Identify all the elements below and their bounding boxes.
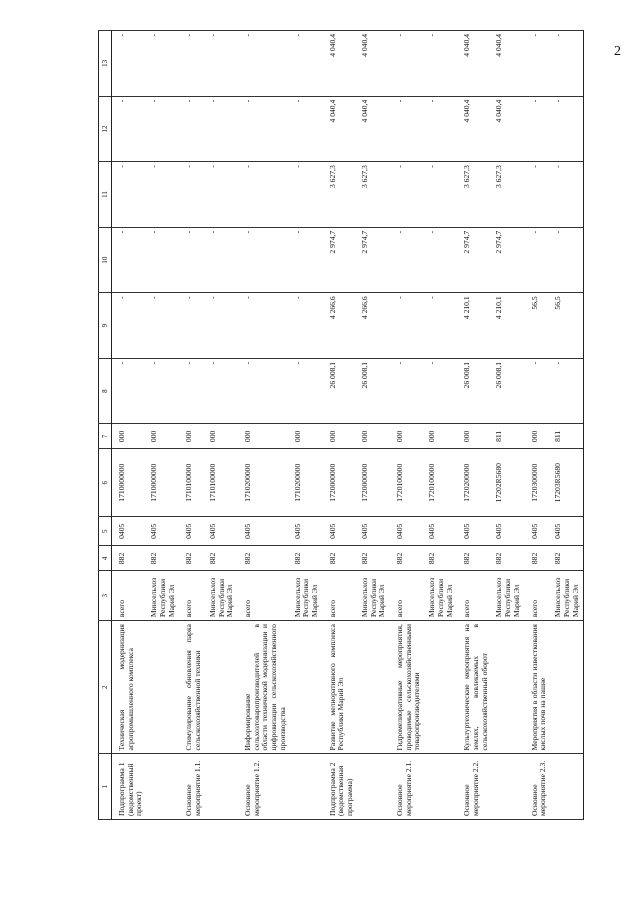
amount-col-12-cell: 4 040,4	[457, 96, 492, 162]
amount-col-10-cell: -	[291, 227, 323, 293]
amount-col-13-cell: 4 040,4	[358, 31, 390, 97]
expense-type-code-cell: 000	[425, 424, 457, 449]
expense-type-code-cell: 811	[492, 424, 524, 449]
item-description-cell	[492, 621, 524, 754]
amount-col-8-cell: 26 008,1	[492, 358, 524, 424]
section-code-cell: 0405	[457, 517, 492, 546]
table-row	[525, 31, 551, 820]
amount-col-8-cell: 26 008,1	[358, 358, 390, 424]
amount-col-12-cell: 4 040,4	[358, 96, 390, 162]
expense-type-code-cell: 000	[390, 424, 425, 449]
amount-col-10-cell: -	[551, 227, 584, 293]
item-description-cell: Гидромелиоративные мероприятия, проводимые сельскохозяйственными товаропроизводителями	[390, 621, 425, 754]
amount-col-9-cell: -	[147, 293, 179, 359]
amount-col-9-cell: -	[425, 293, 457, 359]
amount-col-11-cell: -	[179, 162, 205, 228]
expense-type-code-cell: 000	[525, 424, 551, 449]
column-header: 10	[99, 227, 112, 293]
amount-col-13-cell: -	[206, 31, 238, 97]
grbs-code-cell: 882	[291, 546, 323, 571]
amount-col-9-cell: -	[179, 293, 205, 359]
amount-col-9-cell: 56,5	[551, 293, 584, 359]
amount-col-12-cell: -	[147, 96, 179, 162]
funding-source-cell: всего	[390, 571, 425, 621]
table-row	[425, 31, 457, 820]
column-header: 2	[99, 621, 112, 754]
rotated-table-container	[98, 30, 639, 820]
grbs-code-cell: 882	[551, 546, 584, 571]
section-code-cell: 0405	[179, 517, 205, 546]
amount-col-9-cell: -	[390, 293, 425, 359]
amount-col-13-cell: 4 040,4	[323, 31, 358, 97]
column-header: 8	[99, 358, 112, 424]
section-code-cell: 0405	[238, 517, 291, 546]
amount-col-9-cell: -	[112, 293, 148, 359]
amount-col-9-cell: 4 210,1	[457, 293, 492, 359]
grbs-code-cell: 882	[425, 546, 457, 571]
amount-col-13-cell: -	[425, 31, 457, 97]
target-article-code-cell: 1710100000	[206, 449, 238, 517]
amount-col-11-cell: -	[390, 162, 425, 228]
grbs-code-cell: 882	[390, 546, 425, 571]
amount-col-11-cell: 3 627,3	[358, 162, 390, 228]
expense-type-code-cell: 811	[551, 424, 584, 449]
column-header: 1	[99, 754, 112, 820]
amount-col-8-cell: -	[425, 358, 457, 424]
amount-col-10-cell: -	[238, 227, 291, 293]
amount-col-12-cell: -	[551, 96, 584, 162]
amount-col-8-cell: -	[147, 358, 179, 424]
item-name-cell: Подпрограмма 2 (ведомственная программа)	[323, 754, 358, 820]
amount-col-13-cell: -	[291, 31, 323, 97]
amount-col-8-cell: -	[112, 358, 148, 424]
item-description-cell	[425, 621, 457, 754]
section-code-cell: 0405	[390, 517, 425, 546]
item-name-cell: Основное мероприятие 2.1.	[390, 754, 425, 820]
column-header: 5	[99, 517, 112, 546]
grbs-code-cell: 882	[179, 546, 205, 571]
amount-col-13-cell: -	[551, 31, 584, 97]
target-article-code-cell: 1720200000	[457, 449, 492, 517]
amount-col-12-cell: -	[179, 96, 205, 162]
target-article-code-cell: 1710200000	[238, 449, 291, 517]
amount-col-11-cell: -	[238, 162, 291, 228]
item-name-cell: Основное мероприятие 2.3.	[525, 754, 551, 820]
item-description-cell: Мероприятия в области известкования кислых почв на пашне	[525, 621, 551, 754]
expense-type-code-cell: 000	[206, 424, 238, 449]
funding-source-cell: всего	[238, 571, 291, 621]
table-frame	[98, 30, 639, 820]
item-description-cell	[206, 621, 238, 754]
amount-col-10-cell: 2 974,7	[492, 227, 524, 293]
item-description-cell: Информирование сельхозтоваропроизводителей в области технической модернизации и цифровизации сельскохозяйственного производства	[238, 621, 291, 754]
item-name-cell	[425, 754, 457, 820]
section-code-cell: 0405	[291, 517, 323, 546]
amount-col-11-cell: -	[291, 162, 323, 228]
section-code-cell: 0405	[358, 517, 390, 546]
expense-type-code-cell: 000	[147, 424, 179, 449]
amount-col-10-cell: -	[425, 227, 457, 293]
amount-col-12-cell: -	[525, 96, 551, 162]
target-article-code-cell: 1720000000	[358, 449, 390, 517]
amount-col-13-cell: -	[525, 31, 551, 97]
table-row	[358, 31, 390, 820]
grbs-code-cell: 882	[457, 546, 492, 571]
table-row	[492, 31, 524, 820]
column-header: 3	[99, 571, 112, 621]
column-header: 11	[99, 162, 112, 228]
table-row	[457, 31, 492, 820]
page-number: 2	[614, 44, 621, 59]
grbs-code-cell: 882	[323, 546, 358, 571]
column-header: 12	[99, 96, 112, 162]
funding-source-cell: Минсельхоз Республики Марий Эл	[147, 571, 179, 621]
funding-source-cell: Минсельхоз Республики Марий Эл	[358, 571, 390, 621]
target-article-code-cell: 1720300000	[525, 449, 551, 517]
amount-col-13-cell: 4 040,4	[457, 31, 492, 97]
expense-type-code-cell: 000	[291, 424, 323, 449]
expense-type-code-cell: 000	[457, 424, 492, 449]
target-article-code-cell: 1710000000	[147, 449, 179, 517]
target-article-code-cell: 1710200000	[291, 449, 323, 517]
column-header: 4	[99, 546, 112, 571]
amount-col-13-cell: -	[179, 31, 205, 97]
funding-source-cell: Минсельхоз Республики Марий Эл	[425, 571, 457, 621]
item-description-cell	[147, 621, 179, 754]
funding-source-cell: всего	[112, 571, 148, 621]
item-name-cell: Подпрограмма 1 (ведомственный проект)	[112, 754, 148, 820]
amount-col-11-cell: -	[147, 162, 179, 228]
expense-type-code-cell: 000	[238, 424, 291, 449]
amount-col-10-cell: 2 974,7	[457, 227, 492, 293]
funding-source-cell: всего	[457, 571, 492, 621]
amount-col-13-cell: 4 040,4	[492, 31, 524, 97]
grbs-code-cell: 882	[358, 546, 390, 571]
item-description-cell	[551, 621, 584, 754]
amount-col-11-cell: -	[112, 162, 148, 228]
amount-col-12-cell: -	[112, 96, 148, 162]
item-name-cell	[358, 754, 390, 820]
amount-col-10-cell: -	[525, 227, 551, 293]
section-code-cell: 0405	[551, 517, 584, 546]
item-description-cell	[358, 621, 390, 754]
amount-col-12-cell: -	[291, 96, 323, 162]
amount-col-10-cell: 2 974,7	[323, 227, 358, 293]
amount-col-9-cell: 4 266,6	[323, 293, 358, 359]
target-article-code-cell: 1720000000	[323, 449, 358, 517]
amount-col-12-cell: 4 040,4	[492, 96, 524, 162]
amount-col-12-cell: -	[206, 96, 238, 162]
amount-col-11-cell: -	[206, 162, 238, 228]
amount-col-11-cell: 3 627,3	[492, 162, 524, 228]
amount-col-8-cell: -	[525, 358, 551, 424]
target-article-code-cell: 1720100000	[390, 449, 425, 517]
table-row	[551, 31, 584, 820]
item-description-cell: Развитие мелиоративного комплекса Республики Марий Эл	[323, 621, 358, 754]
amount-col-10-cell: -	[179, 227, 205, 293]
amount-col-13-cell: -	[238, 31, 291, 97]
amount-col-9-cell: -	[291, 293, 323, 359]
section-code-cell: 0405	[323, 517, 358, 546]
item-description-cell: Техническая модернизация агропромышленного комплекса	[112, 621, 148, 754]
target-article-code-cell: 17203R5680	[551, 449, 584, 517]
amount-col-13-cell: -	[390, 31, 425, 97]
table-row	[112, 31, 148, 820]
column-header: 7	[99, 424, 112, 449]
table-row	[390, 31, 425, 820]
target-article-code-cell: 1710000000	[112, 449, 148, 517]
section-code-cell: 0405	[525, 517, 551, 546]
amount-col-11-cell: 3 627,3	[457, 162, 492, 228]
funding-source-cell: всего	[525, 571, 551, 621]
grbs-code-cell: 882	[112, 546, 148, 571]
amount-col-8-cell: -	[390, 358, 425, 424]
table-row	[179, 31, 205, 820]
amount-col-8-cell: 26 008,1	[457, 358, 492, 424]
amount-col-10-cell: -	[147, 227, 179, 293]
item-name-cell: Основное мероприятие 2.2.	[457, 754, 492, 820]
funding-source-cell: Минсельхоз Республики Марий Эл	[291, 571, 323, 621]
target-article-code-cell: 1710100000	[179, 449, 205, 517]
amount-col-10-cell: -	[206, 227, 238, 293]
amount-col-13-cell: -	[147, 31, 179, 97]
amount-col-10-cell: -	[390, 227, 425, 293]
funding-source-cell: Минсельхоз Республики Марий Эл	[206, 571, 238, 621]
item-description-cell	[291, 621, 323, 754]
item-description-cell: Стимулирование обновления парка сельскохозяйственной техники	[179, 621, 205, 754]
table-row	[206, 31, 238, 820]
section-code-cell: 0405	[206, 517, 238, 546]
expense-type-code-cell: 000	[112, 424, 148, 449]
amount-col-13-cell: -	[112, 31, 148, 97]
amount-col-11-cell: -	[551, 162, 584, 228]
table-row	[323, 31, 358, 820]
funding-source-cell: Минсельхоз Республики Марий Эл	[551, 571, 584, 621]
amount-col-9-cell: 4 266,6	[358, 293, 390, 359]
column-number-row	[99, 31, 112, 820]
amount-col-8-cell: -	[291, 358, 323, 424]
item-name-cell	[147, 754, 179, 820]
table-row	[238, 31, 291, 820]
section-code-cell: 0405	[425, 517, 457, 546]
table-row	[147, 31, 179, 820]
amount-col-12-cell: -	[390, 96, 425, 162]
section-code-cell: 0405	[492, 517, 524, 546]
amount-col-11-cell: 3 627,3	[323, 162, 358, 228]
amount-col-12-cell: -	[425, 96, 457, 162]
column-header: 9	[99, 293, 112, 359]
column-header: 13	[99, 31, 112, 97]
grbs-code-cell: 882	[147, 546, 179, 571]
item-name-cell: Основное мероприятие 1.2.	[238, 754, 291, 820]
grbs-code-cell: 882	[492, 546, 524, 571]
item-name-cell	[551, 754, 584, 820]
expense-type-code-cell: 000	[179, 424, 205, 449]
amount-col-12-cell: 4 040,4	[323, 96, 358, 162]
amount-col-11-cell: -	[425, 162, 457, 228]
grbs-code-cell: 882	[238, 546, 291, 571]
amount-col-9-cell: 56,5	[525, 293, 551, 359]
item-name-cell	[291, 754, 323, 820]
funding-source-cell: всего	[323, 571, 358, 621]
amount-col-8-cell: 26 008,1	[323, 358, 358, 424]
table-body	[112, 31, 584, 820]
target-article-code-cell: 1720100000	[425, 449, 457, 517]
grbs-code-cell: 882	[525, 546, 551, 571]
section-code-cell: 0405	[147, 517, 179, 546]
amount-col-9-cell: 4 210,1	[492, 293, 524, 359]
budget-table	[98, 30, 584, 820]
amount-col-12-cell: -	[238, 96, 291, 162]
amount-col-8-cell: -	[206, 358, 238, 424]
target-article-code-cell: 17202R5680	[492, 449, 524, 517]
grbs-code-cell: 882	[206, 546, 238, 571]
item-description-cell: Культуртехнические мероприятия на землях, вовлекаемых в сельскохозяйственный оборот	[457, 621, 492, 754]
item-name-cell	[206, 754, 238, 820]
amount-col-8-cell: -	[238, 358, 291, 424]
funding-source-cell: Минсельхоз Республики Марий Эл	[492, 571, 524, 621]
section-code-cell: 0405	[112, 517, 148, 546]
item-name-cell: Основное мероприятие 1.1.	[179, 754, 205, 820]
amount-col-9-cell: -	[206, 293, 238, 359]
expense-type-code-cell: 000	[323, 424, 358, 449]
amount-col-9-cell: -	[238, 293, 291, 359]
item-name-cell	[492, 754, 524, 820]
funding-source-cell: всего	[179, 571, 205, 621]
amount-col-8-cell: -	[179, 358, 205, 424]
amount-col-11-cell: -	[525, 162, 551, 228]
column-header: 6	[99, 449, 112, 517]
amount-col-8-cell: -	[551, 358, 584, 424]
amount-col-10-cell: -	[112, 227, 148, 293]
table-row	[291, 31, 323, 820]
expense-type-code-cell: 000	[358, 424, 390, 449]
amount-col-10-cell: 2 974,7	[358, 227, 390, 293]
